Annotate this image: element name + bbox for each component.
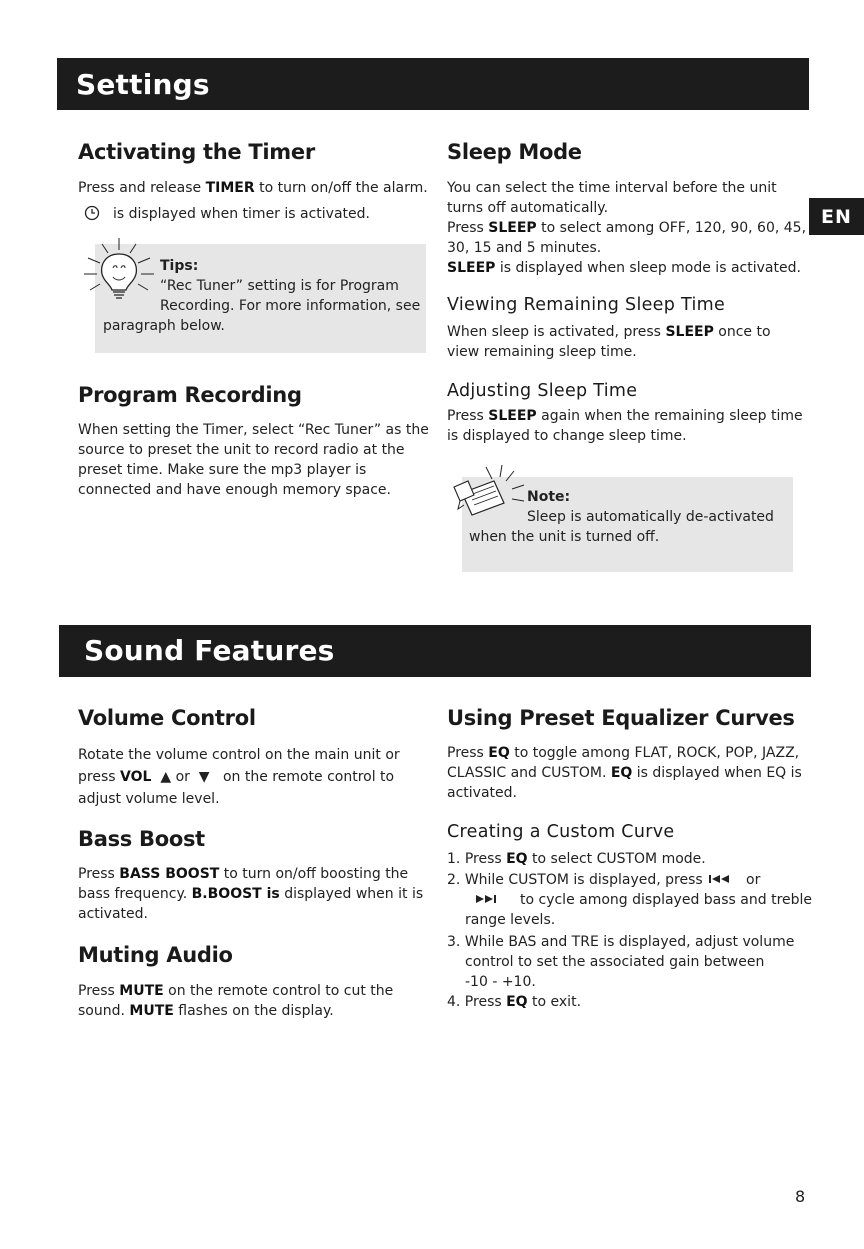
- language-tab-label: EN: [821, 205, 852, 228]
- note-text: [527, 487, 774, 527]
- program-recording-line-2: source to preset the unit to record radio at the: [78, 442, 405, 458]
- custom-step-2-line-2: to cycle among displayed bass and treble: [520, 892, 813, 908]
- language-tab: [809, 198, 864, 235]
- custom-step-2-line-3: range levels.: [465, 912, 556, 928]
- timer-line-1: Press and release TIMER to turn on/off the alarm.: [78, 180, 428, 196]
- bass-boost-text: [78, 864, 423, 924]
- custom-step-3-line-2: control to set the associated gain between: [465, 954, 765, 970]
- sleep-mode-text: [447, 178, 806, 278]
- viewing-sleep-line-2: view remaining sleep time.: [447, 344, 637, 360]
- sleep-mode-line-5: SLEEP is displayed when sleep mode is activated.: [447, 260, 801, 276]
- program-recording-line-1: When setting the Timer, select “Rec Tuner” as the: [78, 422, 429, 438]
- program-recording-text: [78, 420, 429, 500]
- volume-down-symbol: ▼: [198, 769, 210, 785]
- viewing-sleep-text: [447, 322, 771, 362]
- tips-label: Tips:: [160, 258, 199, 274]
- settings-banner: [57, 58, 809, 110]
- eq-line-2: CLASSIC and CUSTOM. EQ is displayed when EQ is: [447, 765, 802, 781]
- custom-step-2-or: or: [746, 872, 761, 888]
- volume-line-3: adjust volume level.: [78, 791, 220, 807]
- timer-heading: Activating the Timer: [78, 140, 315, 164]
- adjusting-sleep-line-2: is displayed to change sleep time.: [447, 428, 687, 444]
- custom-step-3: 3. While BAS and TRE is displayed, adjust volume: [447, 934, 795, 950]
- custom-curve-heading: Creating a Custom Curve: [447, 822, 675, 842]
- sound-features-banner: [59, 625, 811, 677]
- timer-text: [78, 178, 428, 198]
- sleep-mode-line-2: turns off automatically.: [447, 200, 609, 216]
- adjusting-sleep-line-1: Press SLEEP again when the remaining sleep time: [447, 408, 803, 424]
- volume-text: [78, 744, 400, 810]
- viewing-sleep-heading: Viewing Remaining Sleep Time: [447, 295, 726, 315]
- volume-heading: Volume Control: [78, 706, 256, 730]
- sleep-mode-heading: Sleep Mode: [447, 140, 582, 164]
- muting-line-2: sound. MUTE flashes on the display.: [78, 1003, 334, 1019]
- eq-heading: Using Preset Equalizer Curves: [447, 706, 795, 730]
- note-label: Note:: [527, 489, 571, 505]
- custom-step-4: 4. Press EQ to exit.: [447, 994, 582, 1010]
- note-line-1: Sleep is automatically de-activated: [527, 509, 774, 525]
- tips-line-2: Recording. For more information, see: [160, 298, 421, 314]
- sleep-mode-line-3: Press SLEEP to select among OFF, 120, 90, 60, 45,: [447, 220, 807, 236]
- custom-step-1: 1. Press EQ to select CUSTOM mode.: [447, 851, 706, 867]
- muting-text: [78, 981, 393, 1021]
- bass-boost-line-2: bass frequency. B.BOOST is displayed when it is: [78, 886, 424, 902]
- settings-banner-title: Settings: [76, 68, 210, 101]
- lightbulb-icon: [80, 236, 158, 308]
- note-pencil-icon: [450, 463, 528, 525]
- bass-boost-line-1: Press BASS BOOST to turn on/off boosting the: [78, 866, 409, 882]
- program-recording-line-3: preset time. Make sure the mp3 player is: [78, 462, 367, 478]
- custom-step-3-line-3: -10 - +10.: [465, 974, 536, 990]
- program-recording-line-4: connected and have enough memory space.: [78, 482, 391, 498]
- volume-line-1: Rotate the volume control on the main unit or: [78, 747, 400, 763]
- eq-line-1: Press EQ to toggle among FLAT, ROCK, POP, JAZZ,: [447, 745, 800, 761]
- muting-line-1: Press MUTE on the remote control to cut the: [78, 983, 394, 999]
- skip-forward-icon: [474, 894, 496, 904]
- volume-line-2: press VOL ▲ or ▼ on the remote control to: [78, 769, 395, 785]
- program-recording-heading: Program Recording: [78, 383, 302, 407]
- tips-line-3: paragraph below.: [103, 318, 225, 334]
- bass-boost-line-3: activated.: [78, 906, 148, 922]
- sound-features-banner-title: Sound Features: [84, 634, 335, 667]
- muting-heading: Muting Audio: [78, 943, 233, 967]
- clock-icon: [84, 205, 100, 221]
- bass-boost-heading: Bass Boost: [78, 827, 205, 851]
- skip-back-icon: [709, 874, 731, 884]
- tips-line-1: “Rec Tuner” setting is for Program: [160, 278, 399, 294]
- eq-line-3: activated.: [447, 785, 517, 801]
- page-number: 8: [795, 1187, 806, 1206]
- adjusting-sleep-heading: Adjusting Sleep Time: [447, 381, 638, 401]
- custom-step-2: 2. While CUSTOM is displayed, press: [447, 872, 703, 888]
- note-line-2: when the unit is turned off.: [469, 529, 660, 545]
- adjusting-sleep-text: [447, 406, 803, 446]
- eq-text: [447, 743, 802, 803]
- sleep-mode-line-1: You can select the time interval before the unit: [447, 180, 777, 196]
- tips-text: [160, 256, 420, 316]
- timer-line-2: is displayed when timer is activated.: [113, 206, 370, 222]
- volume-up-symbol: ▲: [160, 769, 172, 785]
- sleep-mode-line-4: 30, 15 and 5 minutes.: [447, 240, 602, 256]
- viewing-sleep-line-1: When sleep is activated, press SLEEP once to: [447, 324, 771, 340]
